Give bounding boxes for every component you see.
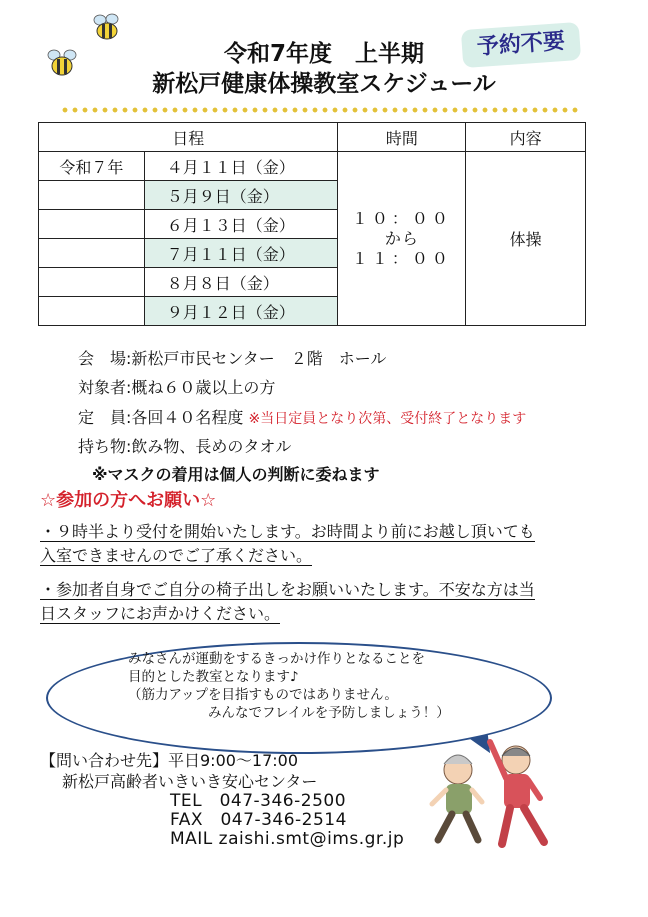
request-heading: ☆参加の方へお願い☆: [40, 490, 217, 511]
bubble-line-4: みんなでフレイルを予防しましょう！）: [208, 705, 450, 721]
header-date: 日程: [39, 123, 338, 152]
era-cell: 令和７年: [39, 152, 145, 181]
content-cell: 体操: [466, 152, 586, 326]
bubble-line-2: 目的とした教室となります♪: [128, 669, 299, 685]
table-header-row: [39, 123, 586, 152]
venue-text: 会 場:新松戸市民センター ２階 ホール: [78, 349, 387, 368]
contact-label: 【問い合わせ先】平日9:00～17:00: [40, 751, 299, 770]
date-cell: ５月９日（金）: [144, 181, 338, 210]
bubble-line-3: （筋力アップを目指すものではありません。: [128, 687, 398, 703]
empty-cell: [39, 181, 145, 210]
dotted-divider: [60, 107, 580, 113]
contact-mail: MAIL zaishi.smt@ims.gr.jp: [170, 829, 405, 849]
capacity-text: [78, 405, 526, 428]
bubble-line-1: みなさんが運動をするきっかけ作りとなることを: [128, 651, 425, 667]
time-end: １１：００: [351, 248, 452, 268]
exercising-seniors-illustration: [420, 728, 570, 858]
bee-icon: [90, 12, 124, 42]
contact-tel: TEL 047-346-2500: [170, 791, 347, 811]
capacity-value: 定 員:各回４０名程度: [78, 408, 244, 427]
contact-details: [170, 792, 404, 849]
contact-block: [40, 750, 317, 792]
request-item-1-line-2: 入室できませんのでご了承ください。: [40, 546, 313, 565]
request-item-1-line-1: ・９時半より受付を開始いたします。お時間より前にお越し頂いても: [40, 522, 535, 541]
belongings-text: 持ち物:飲み物、長めのタオル: [78, 437, 292, 456]
empty-cell: [39, 268, 145, 297]
header-content: 内容: [466, 123, 586, 152]
empty-cell: [39, 297, 145, 326]
capacity-note: ※当日定員となり次第、受付終了となります: [248, 411, 527, 427]
request-item-2: [40, 578, 600, 626]
no-reservation-badge: 予約不要: [461, 22, 581, 68]
time-cell: [338, 152, 466, 326]
date-cell: ４月１１日（金）: [144, 152, 338, 181]
date-cell: ９月１２日（金）: [144, 297, 338, 326]
request-item-2-line-1: ・参加者自身でご自分の椅子出しをお願いいたします。不安な方は当: [40, 580, 535, 599]
table-row: [39, 152, 586, 181]
mask-note: ※マスクの着用は個人の判断に委ねます: [92, 465, 380, 484]
time-kara: から: [384, 228, 419, 248]
header-time: 時間: [338, 123, 466, 152]
contact-fax: FAX 047-346-2514: [170, 810, 347, 830]
time-start: １０：００: [351, 208, 452, 228]
request-item-1: [40, 520, 600, 568]
title-line-2: 新松戸健康体操教室スケジュール: [152, 71, 496, 97]
bubble-text: [128, 650, 488, 722]
title-line-1: 令和7年度 上半期: [223, 41, 424, 67]
date-cell: ６月１３日（金）: [144, 210, 338, 239]
empty-cell: [39, 239, 145, 268]
date-cell: ７月１１日（金）: [144, 239, 338, 268]
schedule-table: [38, 122, 586, 326]
date-cell: ８月８日（金）: [144, 268, 338, 297]
target-text: 対象者:概ね６０歳以上の方: [78, 378, 276, 397]
contact-org: 新松戸高齢者いきいき安心センター: [62, 772, 318, 791]
empty-cell: [39, 210, 145, 239]
request-item-2-line-2: 日スタッフにお声かけください。: [40, 604, 281, 623]
